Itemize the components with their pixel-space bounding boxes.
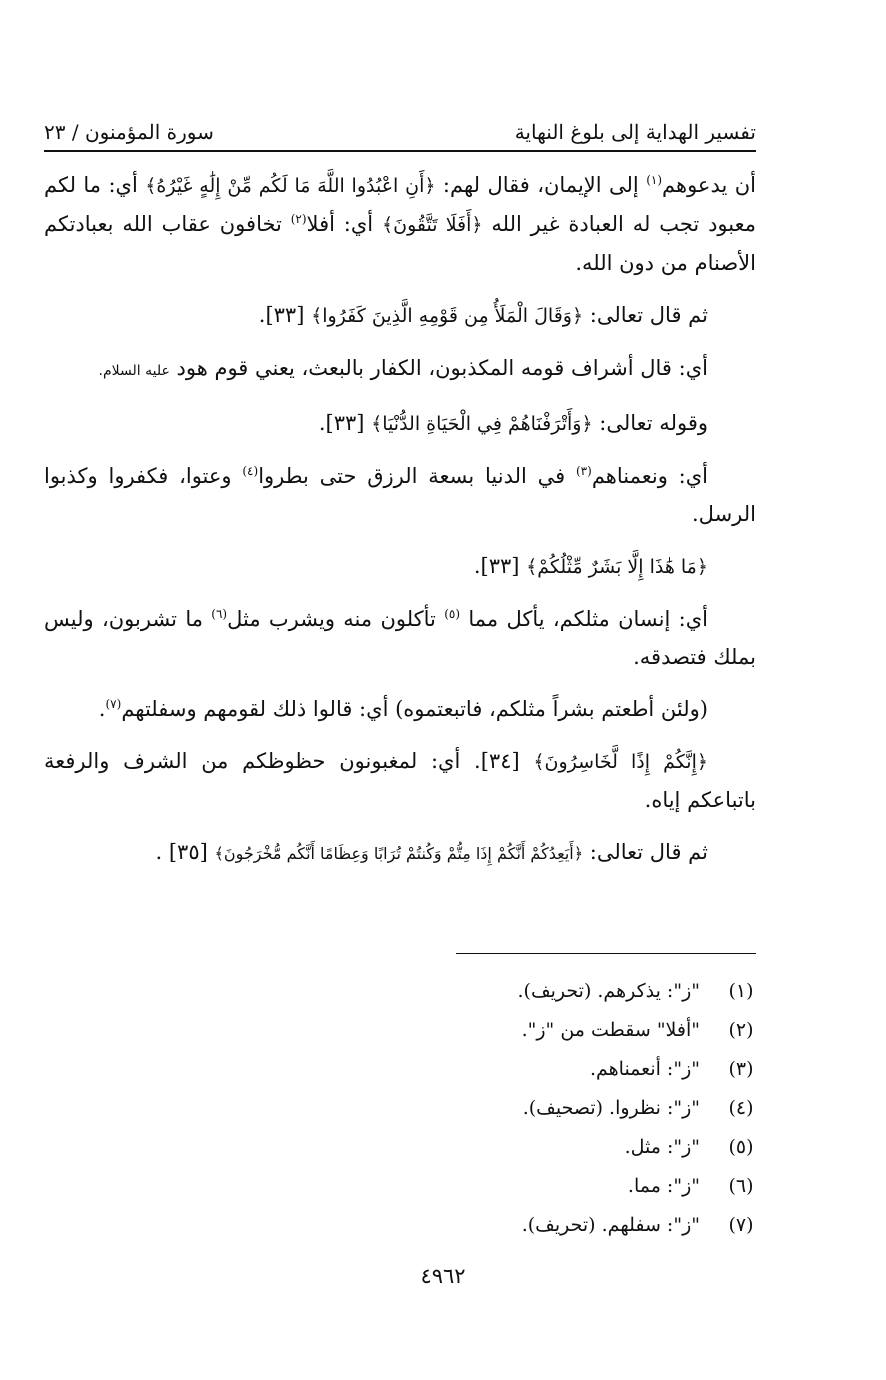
footnote-ref-7: (٧) bbox=[105, 697, 122, 711]
footnote: (٦) "ز": مما. bbox=[627, 1175, 754, 1197]
footnote: (٥) "ز": مثل. bbox=[624, 1136, 754, 1158]
paragraph-7: أي: إنسان مثلكم، يأكل مما $^{(٥)}$ تأكلون منه ويشرب مثل$^{(٦)}$ ما تشربون، وليس بملك فتصدقه. bbox=[44, 607, 756, 669]
footnote: (١) "ز": يذكرهم. (تحريف). bbox=[517, 980, 754, 1002]
running-head bbox=[44, 108, 756, 144]
quran-verse: ﴿إِنَّكُمْ إِذًا لَّخَاسِرُونَ﴾ bbox=[533, 751, 708, 773]
page-number: ٤٩٦٢ bbox=[420, 1264, 466, 1288]
quran-verse: ﴿وَأَتْرَفْنَاهُمْ فِي الْحَيَاةِ الدُّنْيَا﴾ bbox=[371, 413, 593, 435]
footnote: (٤) "ز": نظروا. (تصحيف). bbox=[522, 1097, 754, 1119]
book-title: تفسير الهداية إلى بلوغ النهاية bbox=[514, 120, 756, 144]
surah-title: سورة المؤمنون / ٢٣ bbox=[44, 120, 214, 144]
footnote-ref-2: (٢) bbox=[290, 212, 307, 226]
paragraph-6: ﴿مَا هَٰذَا إِلَّا بَشَرٌ مِّثْلُكُمْ﴾ [٣٣]. bbox=[473, 554, 708, 578]
footnote-rule bbox=[456, 953, 756, 954]
footnote-ref-4: (٤) bbox=[242, 464, 259, 478]
footnote-ref-6: (٦) bbox=[211, 607, 228, 621]
footnote-ref-3: (٣) bbox=[575, 464, 592, 478]
quran-verse: ﴿أَنِ اعْبُدُوا اللَّهَ مَا لَكُم مِّنْ إِلَٰهٍ غَيْرُهُ﴾ bbox=[145, 175, 436, 197]
footnotes bbox=[44, 972, 756, 1245]
quran-verse: ﴿أَفَلَا تَتَّقُونَ﴾ bbox=[381, 214, 483, 236]
paragraph-9: ﴿إِنَّكُمْ إِذًا لَّخَاسِرُونَ﴾ [٣٤]. أي: لمغبونون حظوظكم من الشرف والرفعة باتباعكم إياه. bbox=[44, 749, 756, 812]
footnote-ref-1: (١) bbox=[646, 173, 663, 187]
paragraph-4: وقوله تعالى: ﴿وَأَتْرَفْنَاهُمْ فِي الْحَيَاةِ الدُّنْيَا﴾ [٣٣]. bbox=[318, 411, 708, 435]
footnote: (٧) "ز": سفلهم. (تحريف). bbox=[521, 1214, 754, 1236]
honorific-glyph: عليه السلام. bbox=[98, 363, 170, 379]
footnote-ref-5: (٥) bbox=[444, 607, 461, 621]
paragraph-5: أي: ونعمناهم$^{(٣)}$ في الدنيا بسعة الرزق حتى بطروا$^{(٤)}$ وعتوا، فكفروا وكذبوا الرسل. bbox=[44, 464, 756, 526]
paragraph-10: ثم قال تعالى: ﴿أَيَعِدُكُمْ أَنَّكُمْ إِذَا مِتُّمْ وَكُنتُمْ تُرَابًا وَعِظَامًا أَنَّكُم مُّخْرَجُونَ﴾ [٣٥] . bbox=[155, 840, 708, 864]
quran-verse: ﴿مَا هَٰذَا إِلَّا بَشَرٌ مِّثْلُكُمْ﴾ bbox=[526, 556, 708, 578]
paragraph-2: ثم قال تعالى: ﴿وَقَالَ الْمَلَأُ مِن قَوْمِهِ الَّذِينَ كَفَرُوا﴾ [٣٣]. bbox=[258, 303, 708, 327]
paragraph-8: (ولئن أطعتم بشراً مثلكم، فاتبعتموه) أي: قالوا ذلك لقومهم وسفلتهم$^{(٧)}$. bbox=[98, 697, 708, 721]
quran-verse: ﴿وَقَالَ الْمَلَأُ مِن قَوْمِهِ الَّذِينَ كَفَرُوا﴾ bbox=[311, 305, 584, 327]
quran-verse: ﴿أَيَعِدُكُمْ أَنَّكُمْ إِذَا مِتُّمْ وَكُنتُمْ تُرَابًا وَعِظَامًا أَنَّكُم مُّخْرَجُونَ﴾ bbox=[214, 844, 584, 863]
paragraph-3: أي: قال أشراف قومه المكذبون، الكفار بالبعث، يعني قوم هود عليه السلام. bbox=[98, 356, 708, 380]
footnote: (٣) "ز": أنعمناهم. bbox=[589, 1058, 754, 1080]
header-rule bbox=[44, 150, 756, 152]
footnote: (٢) "أفلا" سقطت من "ز". bbox=[521, 1019, 754, 1041]
main-text bbox=[44, 166, 756, 887]
paragraph-1: أن يدعوهم$^{(١)}$ إلى الإيمان، فقال لهم: ﴿أَنِ اعْبُدُوا اللَّهَ مَا لَكُم مِّنْ إِلَٰهٍ غَيْرُهُ﴾ أي: ما لكم معبود تجب له العبادة غير الله ﴿أَفَلَا تَتَّقُونَ﴾ أي: أفلا$^{(٢)}$ تخافون عقاب الله بعبادتكم الأصنام من دون الله. bbox=[44, 173, 756, 275]
